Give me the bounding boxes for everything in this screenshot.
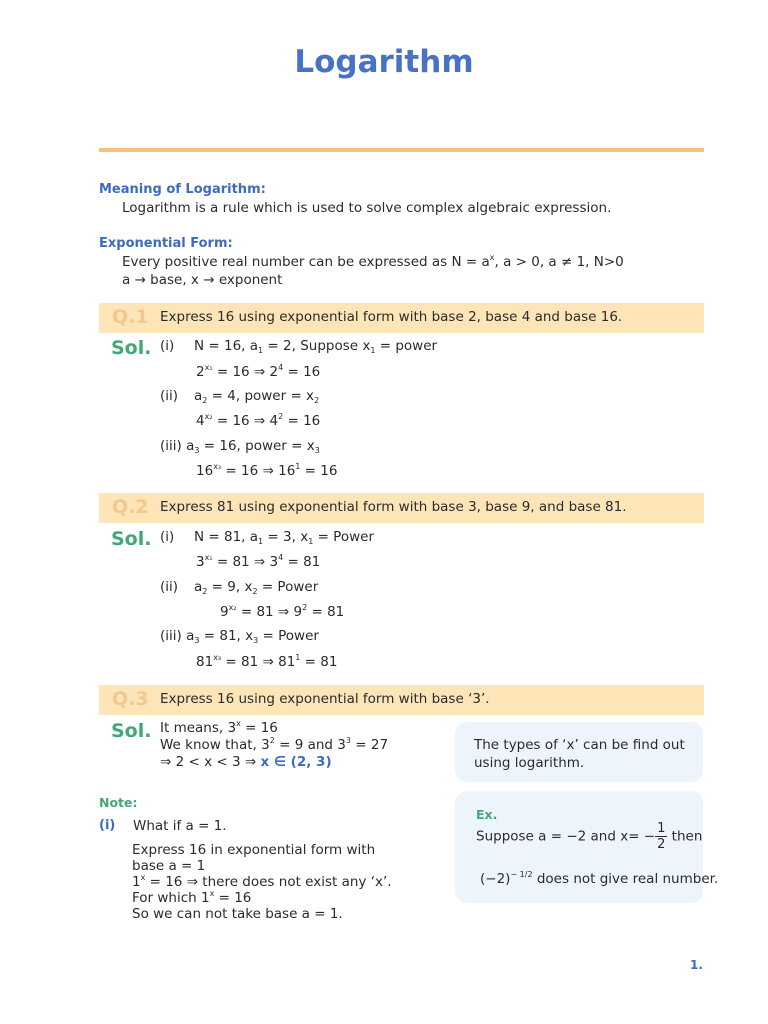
q2-i-line2: $3^{x_1} = 81$ ⇒ $3^4 = 81$ [196,553,321,570]
question-number-q3: Q.3 [112,688,149,710]
q2-ii-line2: $9^{x_2} = 81$ ⇒ $9^2 = 81$ [220,603,345,620]
page-number: 1. [690,958,703,972]
q1-i-line2: $2^{x_1} = 16$ ⇒ $2^4 = 16$ [196,363,321,380]
q1-iii-line1: (iii) $a_3 = 16$, power = $x_3$ [160,438,320,455]
note-para-line3: $1^x = 16$ ⇒ there does not exist any ‘x’. [132,873,392,890]
question-number-q1: Q.1 [112,306,149,328]
exponential-heading: Exponential Form: [99,236,233,251]
note-item-text: What if a = 1. [133,818,227,834]
q3-line3: ⇒ 2 < x < 3 ⇒ x ∈ (2, 3) [160,754,332,770]
q1-i-line1: N = 16, $a_1 = 2$, Suppose $x_1$ = power [194,338,438,355]
q1-ii-line2: $4^{x_2} = 16$ ⇒ $4^2 = 16$ [196,412,321,429]
q2-iii-line1: (iii) $a_3 = 81$, $x_3$ = Power [160,628,319,645]
note-para-line2: base a = 1 [132,858,206,874]
question-text-q1: Express 16 using exponential form with base 2, base 4 and base 16. [160,309,623,325]
q1-iii-line2: $16^{x_3} = 16$ ⇒ $16^1 = 16$ [196,462,338,479]
title-divider [99,148,704,152]
page-title: Logarithm [294,44,474,80]
q1-ii-label: (ii) [160,388,179,404]
note-item-label: (i) [99,818,116,833]
exponential-line1: Every positive real number can be expressed as $N = a^x$, a > 0, a ≠ 1, N>0 [122,253,624,270]
note-heading: Note: [99,795,138,810]
note-para-line1: Express 16 in exponential form with [132,842,376,858]
meaning-text: Logarithm is a rule which is used to solve complex algebraic expression. [122,200,612,216]
example-box [455,791,719,903]
q2-i-line1: N = 81, $a_1 = 3$, $x_1$ = Power [194,529,374,546]
example-line2: $(-2)^{- 1/2}$ does not give real number. [480,870,719,887]
note-para-line5: So we can not take base a = 1. [132,906,343,922]
solution-label-q3: Sol. [111,720,152,742]
question-number-q2: Q.2 [112,496,149,518]
q3-line1: It means, $3^x = 16$ [160,719,278,736]
q3-line2: We know that, $3^2 = 9$ and $3^3 = 27$ [160,736,389,753]
question-text-q3: Express 16 using exponential form with base ‘3’. [160,691,490,707]
note-para-line4: For which $1^x = 16$ [132,889,252,906]
solution-label-q2: Sol. [111,528,152,550]
q1-ii-line1: $a_2 = 4$, power = $x_2$ [194,388,320,405]
solution-label-q1: Sol. [111,337,152,359]
q2-ii-line1: $a_2 = 9$, $x_2$ = Power [194,579,319,596]
q2-ii-label: (ii) [160,579,179,595]
q2-iii-line2: $81^{x_3} = 81$ ⇒ $81^1 = 81$ [196,653,338,670]
info-box-line2: using logarithm. [474,755,585,771]
q2-i-label: (i) [160,529,175,545]
question-text-q2: Express 81 using exponential form with base 3, base 9, and base 81. [160,499,627,515]
example-heading: Ex. [476,807,498,822]
info-box [455,722,703,782]
exponential-line2: a → base, x → exponent [122,272,283,288]
meaning-heading: Meaning of Logarithm: [99,182,266,197]
q1-i-label: (i) [160,338,175,354]
example-line1: Suppose a = −2 and x= − $\frac{1}{2}$ then [476,821,703,852]
fraction-one-half: $\frac{1}{2}$ [657,821,666,852]
info-box-line1: The types of ‘x’ can be find out [474,737,685,753]
